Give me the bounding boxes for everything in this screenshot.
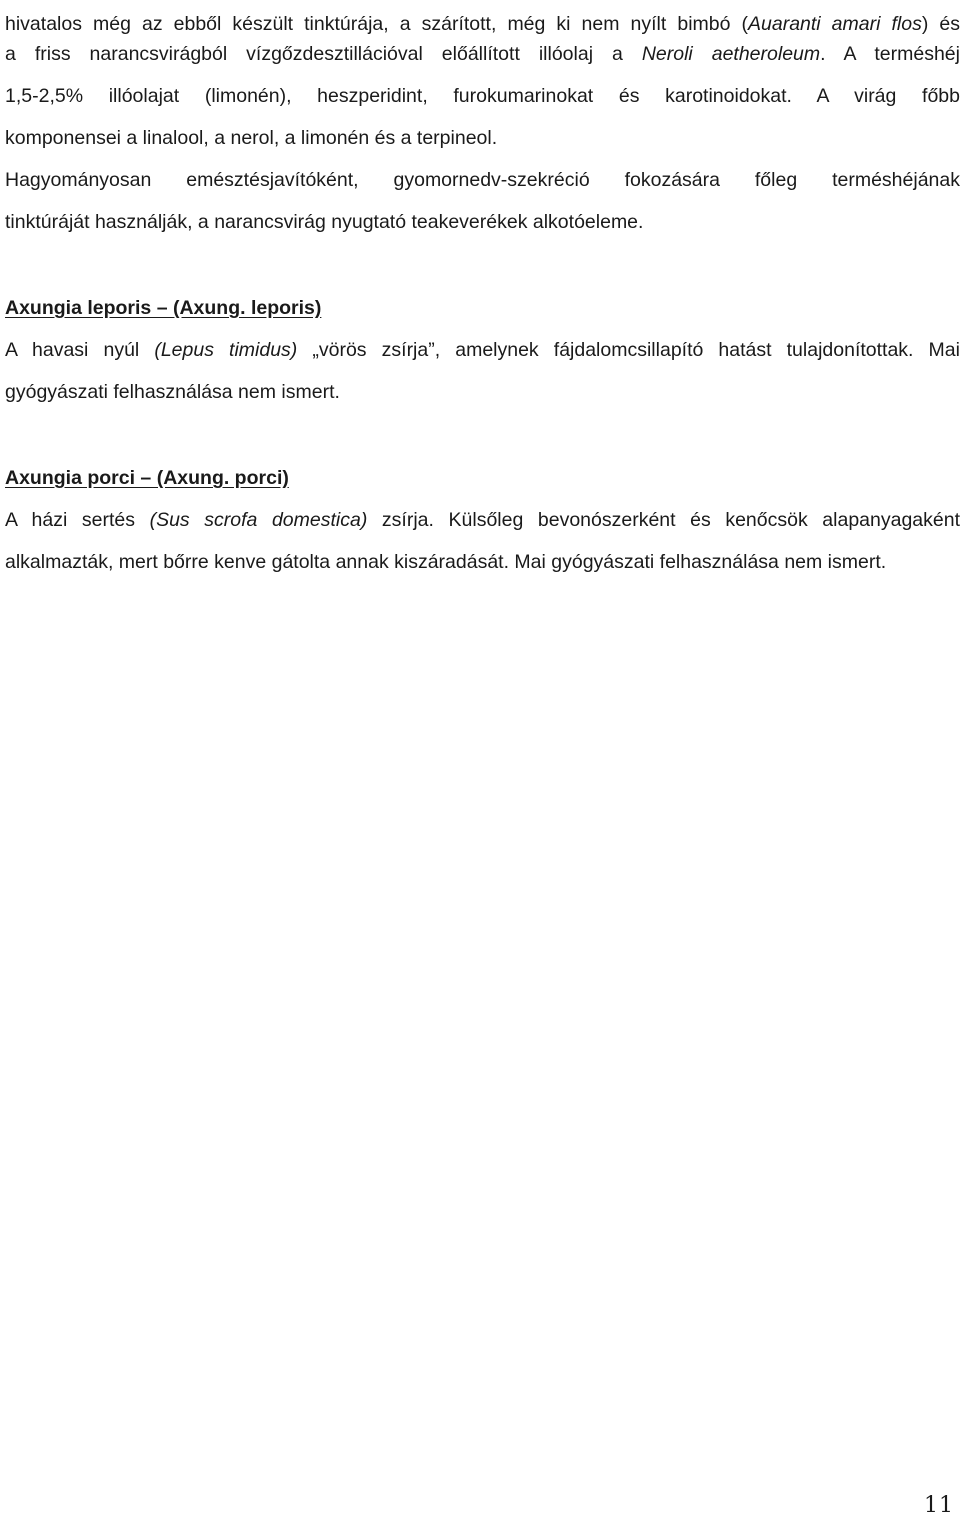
- text-run: A házi sertés: [5, 509, 150, 531]
- section-heading-axungia-leporis: Axungia leporis – (Axung. leporis): [5, 297, 322, 319]
- paragraph-1-line-1: [5, 12, 960, 36]
- text-run: „vörös zsírja”, amelynek fájdalomcsillapító hatást tulajdonítottak. Mai: [297, 339, 960, 361]
- latin-name: (Lepus timidus): [154, 339, 298, 361]
- text-run: ) és: [921, 13, 960, 35]
- latin-name: (Sus scrofa domestica): [149, 509, 368, 531]
- section-heading-axungia-porci: Axungia porci – (Axung. porci): [5, 467, 289, 489]
- paragraph-1-line-2: [5, 42, 960, 66]
- paragraph-1-line-3: 1,5-2,5% illóolajat (limonén), heszperidint, furokumarinokat és karotinoidokat. A virág főbb: [5, 85, 960, 107]
- axungia-porci-line-2: alkalmazták, mert bőrre kenve gátolta annak kiszáradását. Mai gyógyászati felhasználása nem ismert.: [5, 551, 887, 573]
- axungia-leporis-line-1: [5, 338, 960, 362]
- axungia-leporis-line-2: gyógyászati felhasználása nem ismert.: [5, 381, 340, 403]
- text-run: a friss narancsvirágból vízgőzdesztillációval előállított illóolaj a: [5, 43, 642, 65]
- paragraph-2-line-1: Hagyományosan emésztésjavítóként, gyomornedv-szekréció fokozására főleg terméshéjának: [5, 169, 960, 191]
- page-number: 11: [924, 1493, 954, 1518]
- paragraph-1-line-4: komponensei a linalool, a nerol, a limonén és a terpineol.: [5, 127, 498, 149]
- paragraph-2-line-2: tinktúráját használják, a narancsvirág nyugtató teakeverékek alkotóeleme.: [5, 211, 644, 233]
- text-run: zsírja. Külsőleg bevonószerként és kenőcsök alapanyagaként: [367, 509, 960, 531]
- axungia-porci-line-1: [5, 508, 960, 532]
- text-run: hivatalos még az ebből készült tinktúrája, a szárított, még ki nem nyílt bimbó (: [5, 13, 748, 35]
- text-run: A havasi nyúl: [5, 339, 155, 361]
- latin-name: Auaranti amari flos: [748, 13, 922, 35]
- text-run: . A terméshéj: [820, 43, 960, 65]
- latin-name: Neroli aetheroleum: [641, 43, 821, 65]
